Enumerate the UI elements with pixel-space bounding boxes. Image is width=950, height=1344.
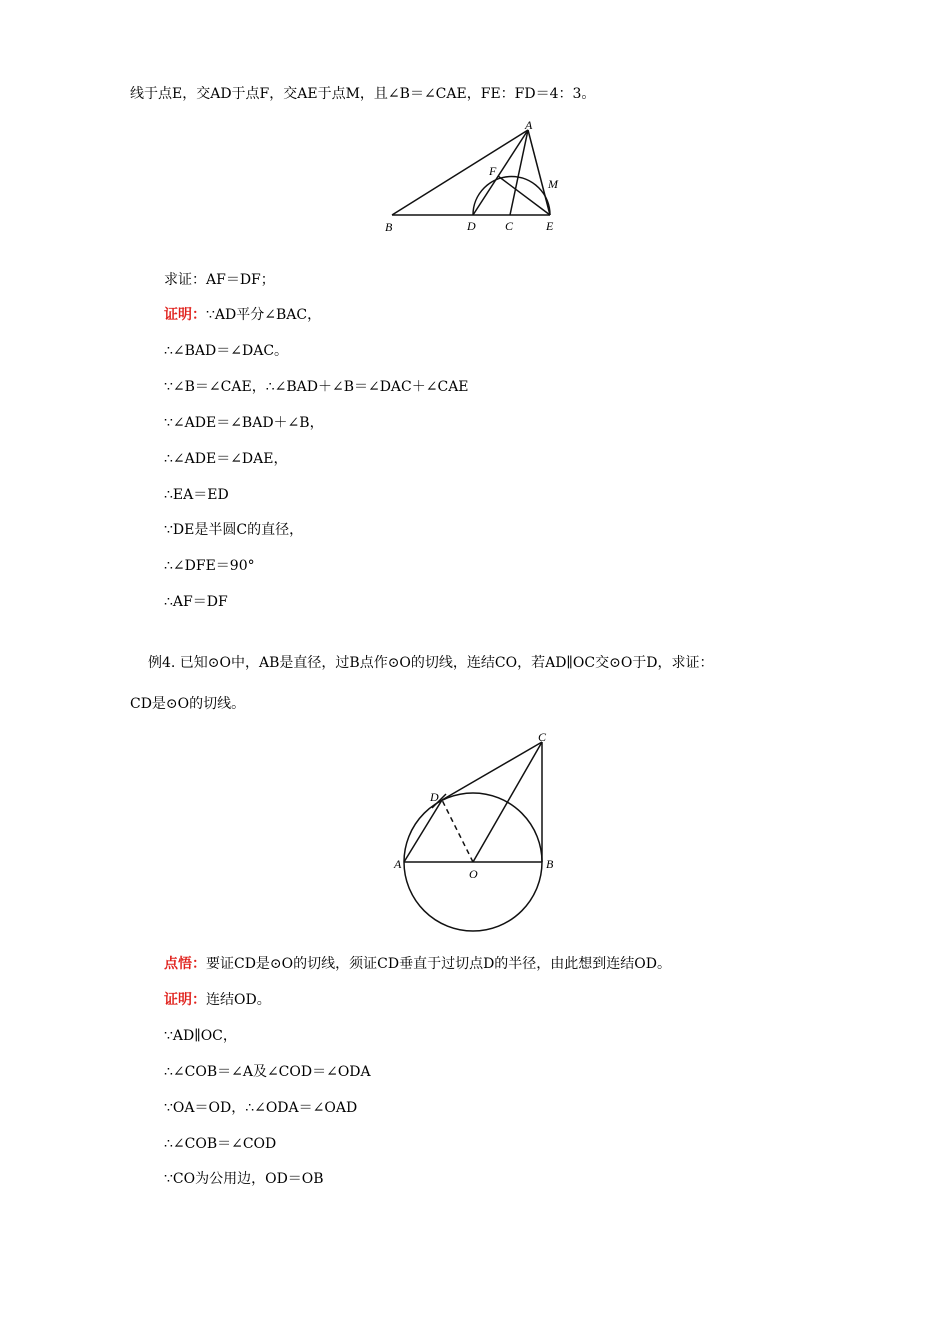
- proof1-prompt: 求证：AF＝DF；: [164, 272, 275, 288]
- label-m: M: [548, 177, 558, 191]
- proof2-first-line: [164, 990, 271, 1010]
- label-d: D: [430, 790, 439, 804]
- label-f: F: [489, 164, 497, 178]
- label-c: C: [505, 219, 514, 233]
- proof1-line: ∴∠ADE＝∠DAE，: [164, 451, 288, 467]
- label-c: C: [538, 730, 547, 744]
- example4-statement-cont: CD是⊙O的切线。: [130, 696, 246, 712]
- proof1-first-text: ∵AD平分∠BAC，: [206, 307, 322, 323]
- label-d: D: [467, 219, 476, 233]
- figure-circle-tangent: [390, 728, 565, 936]
- intro-text: 线于点E，交AD于点F，交AE于点M，且∠B＝∠CAE，FE：FD＝4：3。: [130, 86, 596, 102]
- label-b: B: [385, 220, 393, 234]
- proof2-line: ∴∠COB＝∠COD: [164, 1136, 277, 1152]
- segment-ae: [528, 130, 550, 215]
- label-b: B: [546, 857, 554, 871]
- proof2-line: ∴∠COB＝∠A及∠COD＝∠ODA: [164, 1064, 371, 1080]
- segment-oc: [473, 742, 542, 862]
- label-e: E: [546, 219, 554, 233]
- proof2-line: ∵AD∥OC，: [164, 1028, 237, 1044]
- figure-triangle-semicircle: [380, 120, 570, 235]
- proof1-line: ∴∠DFE＝90°: [164, 558, 255, 574]
- segment-dc: [442, 742, 542, 800]
- hint-heading: 点悟：: [164, 956, 206, 972]
- proof1-line: ∵∠ADE＝∠BAD＋∠B，: [164, 415, 324, 431]
- proof2-line: ∵CO为公用边，OD＝OB: [164, 1171, 324, 1187]
- hint-text: 要证CD是⊙O的切线，须证CD垂直于过切点D的半径，由此想到连结OD。: [206, 956, 672, 972]
- proof2-first-text: 连结OD。: [206, 992, 271, 1008]
- proof1-heading: 证明：: [164, 307, 206, 323]
- hint-line: [164, 954, 671, 974]
- label-o: O: [469, 867, 478, 881]
- proof2-line: ∵OA＝OD，∴∠ODA＝∠OAD: [164, 1100, 358, 1116]
- label-a: A: [394, 857, 402, 871]
- segment-ba: [392, 130, 528, 215]
- proof1-first-line: [164, 305, 321, 325]
- proof1-line: ∴EA＝ED: [164, 487, 229, 503]
- segment-fe: [498, 176, 550, 215]
- proof1-line: ∴AF＝DF: [164, 594, 228, 610]
- segment-od-dashed: [442, 800, 473, 862]
- example4-statement: 例4. 已知⊙O中，AB是直径，过B点作⊙O的切线，连结CO，若AD∥OC交⊙O于D，求证：: [148, 655, 714, 671]
- proof1-line: ∵DE是半圆C的直径，: [164, 522, 304, 538]
- proof1-line: ∵∠B＝∠CAE，∴∠BAD＋∠B＝∠DAC＋∠CAE: [164, 379, 469, 395]
- proof1-line: ∴∠BAD＝∠DAC。: [164, 343, 289, 359]
- proof2-heading: 证明：: [164, 992, 206, 1008]
- label-a: A: [525, 120, 533, 132]
- segment-ad: [404, 800, 442, 862]
